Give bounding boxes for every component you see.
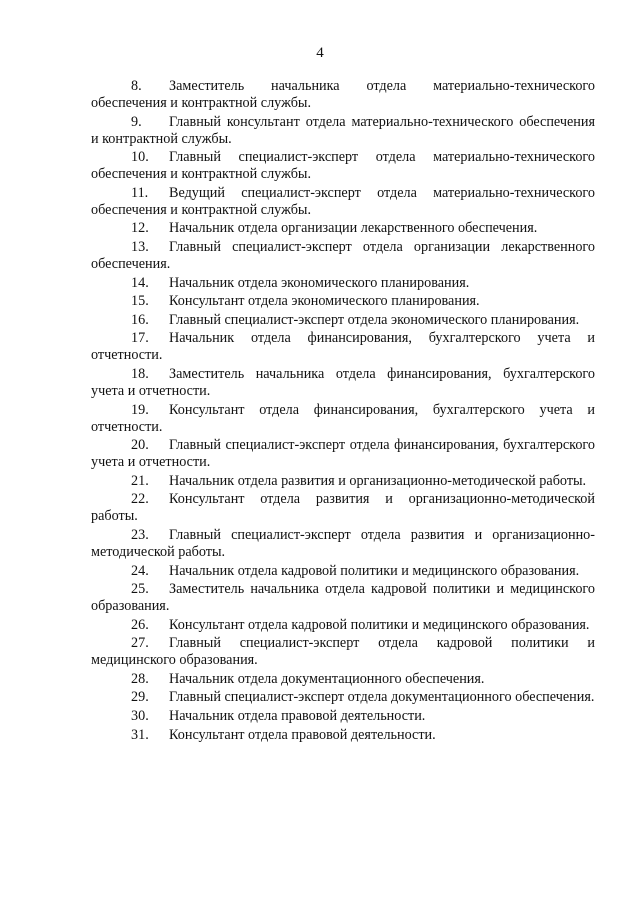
item-number: 14. xyxy=(131,274,149,291)
item-text: Начальник отдела финансирования, бухгалтерского учета и отчетности. xyxy=(91,330,595,364)
list-item xyxy=(91,527,595,561)
list-item xyxy=(91,220,595,237)
list-item xyxy=(91,581,595,615)
item-number: 25. xyxy=(131,581,149,598)
item-number: 12. xyxy=(131,220,149,237)
position-list xyxy=(91,78,595,744)
list-item xyxy=(91,330,595,364)
item-number: 30. xyxy=(131,708,149,725)
item-text: Консультант отдела экономического планирования. xyxy=(169,293,480,310)
list-item xyxy=(91,185,595,219)
list-item xyxy=(91,671,595,688)
list-item xyxy=(91,366,595,400)
list-item xyxy=(91,473,595,490)
item-text: Главный специалист-эксперт отдела развития и организационно-методической работы. xyxy=(91,526,595,560)
item-number: 27. xyxy=(131,635,149,652)
item-number: 21. xyxy=(131,472,149,489)
item-text: Консультант отдела развития и организационно-методической работы. xyxy=(91,491,595,525)
list-item xyxy=(91,689,595,706)
item-text: Начальник отдела экономического планирования. xyxy=(169,274,470,291)
item-text: Главный специалист-эксперт отдела финансирования, бухгалтерского учета и отчетности. xyxy=(91,437,595,471)
item-number: 28. xyxy=(131,670,149,687)
item-number: 8. xyxy=(131,78,142,94)
item-number: 18. xyxy=(131,365,149,382)
list-item xyxy=(91,312,595,329)
page-number: 4 xyxy=(316,45,324,61)
list-item xyxy=(91,437,595,471)
list-item xyxy=(91,563,595,580)
item-text: Главный специалист-эксперт отдела кадровой политики и медицинского образования. xyxy=(91,635,595,669)
item-number: 17. xyxy=(131,330,149,347)
list-item xyxy=(91,708,595,725)
list-item xyxy=(91,491,595,525)
list-item xyxy=(91,402,595,436)
item-number: 29. xyxy=(131,689,149,706)
item-number: 24. xyxy=(131,562,149,579)
item-text: Начальник отдела правовой деятельности. xyxy=(169,708,426,725)
list-item xyxy=(91,114,595,148)
item-number: 9. xyxy=(131,113,142,130)
item-text: Консультант отдела правовой деятельности. xyxy=(169,726,436,743)
item-number: 23. xyxy=(131,526,149,543)
list-item xyxy=(91,635,595,669)
item-text: Главный консультант отдела материально-технического обеспечения и контрактной службы. xyxy=(91,113,595,147)
item-text: Начальник отдела кадровой политики и медицинского образования. xyxy=(169,562,580,579)
item-text: Начальник отдела развития и организационно-методической работы. xyxy=(169,472,587,489)
item-text: Заместитель начальника отдела финансирования, бухгалтерского учета и отчетности. xyxy=(91,365,595,399)
list-item xyxy=(91,239,595,273)
item-text: Начальник отдела организации лекарственного обеспечения. xyxy=(169,220,538,237)
item-text: Заместитель начальника отдела кадровой политики и медицинского образования. xyxy=(91,581,595,615)
item-number: 16. xyxy=(131,311,149,328)
item-text: Главный специалист-эксперт отдела материально-технического обеспечения и контрактной службы. xyxy=(91,149,595,183)
item-text: Ведущий специалист-эксперт отдела материально-технического обеспечения и контрактной службы. xyxy=(91,184,595,218)
list-item xyxy=(91,617,595,634)
list-item xyxy=(91,293,595,310)
item-text: Заместитель начальника отдела материально-технического обеспечения и контрактной службы. xyxy=(91,78,595,111)
item-text: Главный специалист-эксперт отдела экономического планирования. xyxy=(169,311,580,328)
item-number: 20. xyxy=(131,437,149,454)
item-text: Главный специалист-эксперт отдела документационного обеспечения. xyxy=(169,689,595,706)
item-number: 22. xyxy=(131,491,149,508)
item-text: Начальник отдела документационного обеспечения. xyxy=(169,670,485,687)
item-number: 11. xyxy=(131,184,149,201)
list-item xyxy=(91,78,595,112)
item-text: Консультант отдела финансирования, бухгалтерского учета и отчетности. xyxy=(91,401,595,435)
item-number: 10. xyxy=(131,149,149,166)
item-number: 15. xyxy=(131,293,149,310)
list-item xyxy=(91,275,595,292)
item-number: 19. xyxy=(131,401,149,418)
item-text: Главный специалист-эксперт отдела организации лекарственного обеспечения. xyxy=(91,238,595,272)
item-number: 31. xyxy=(131,726,149,743)
list-item xyxy=(91,149,595,183)
item-text: Консультант отдела кадровой политики и медицинского образования. xyxy=(169,616,590,633)
list-item xyxy=(91,727,595,744)
item-number: 26. xyxy=(131,616,149,633)
item-number: 13. xyxy=(131,238,149,255)
